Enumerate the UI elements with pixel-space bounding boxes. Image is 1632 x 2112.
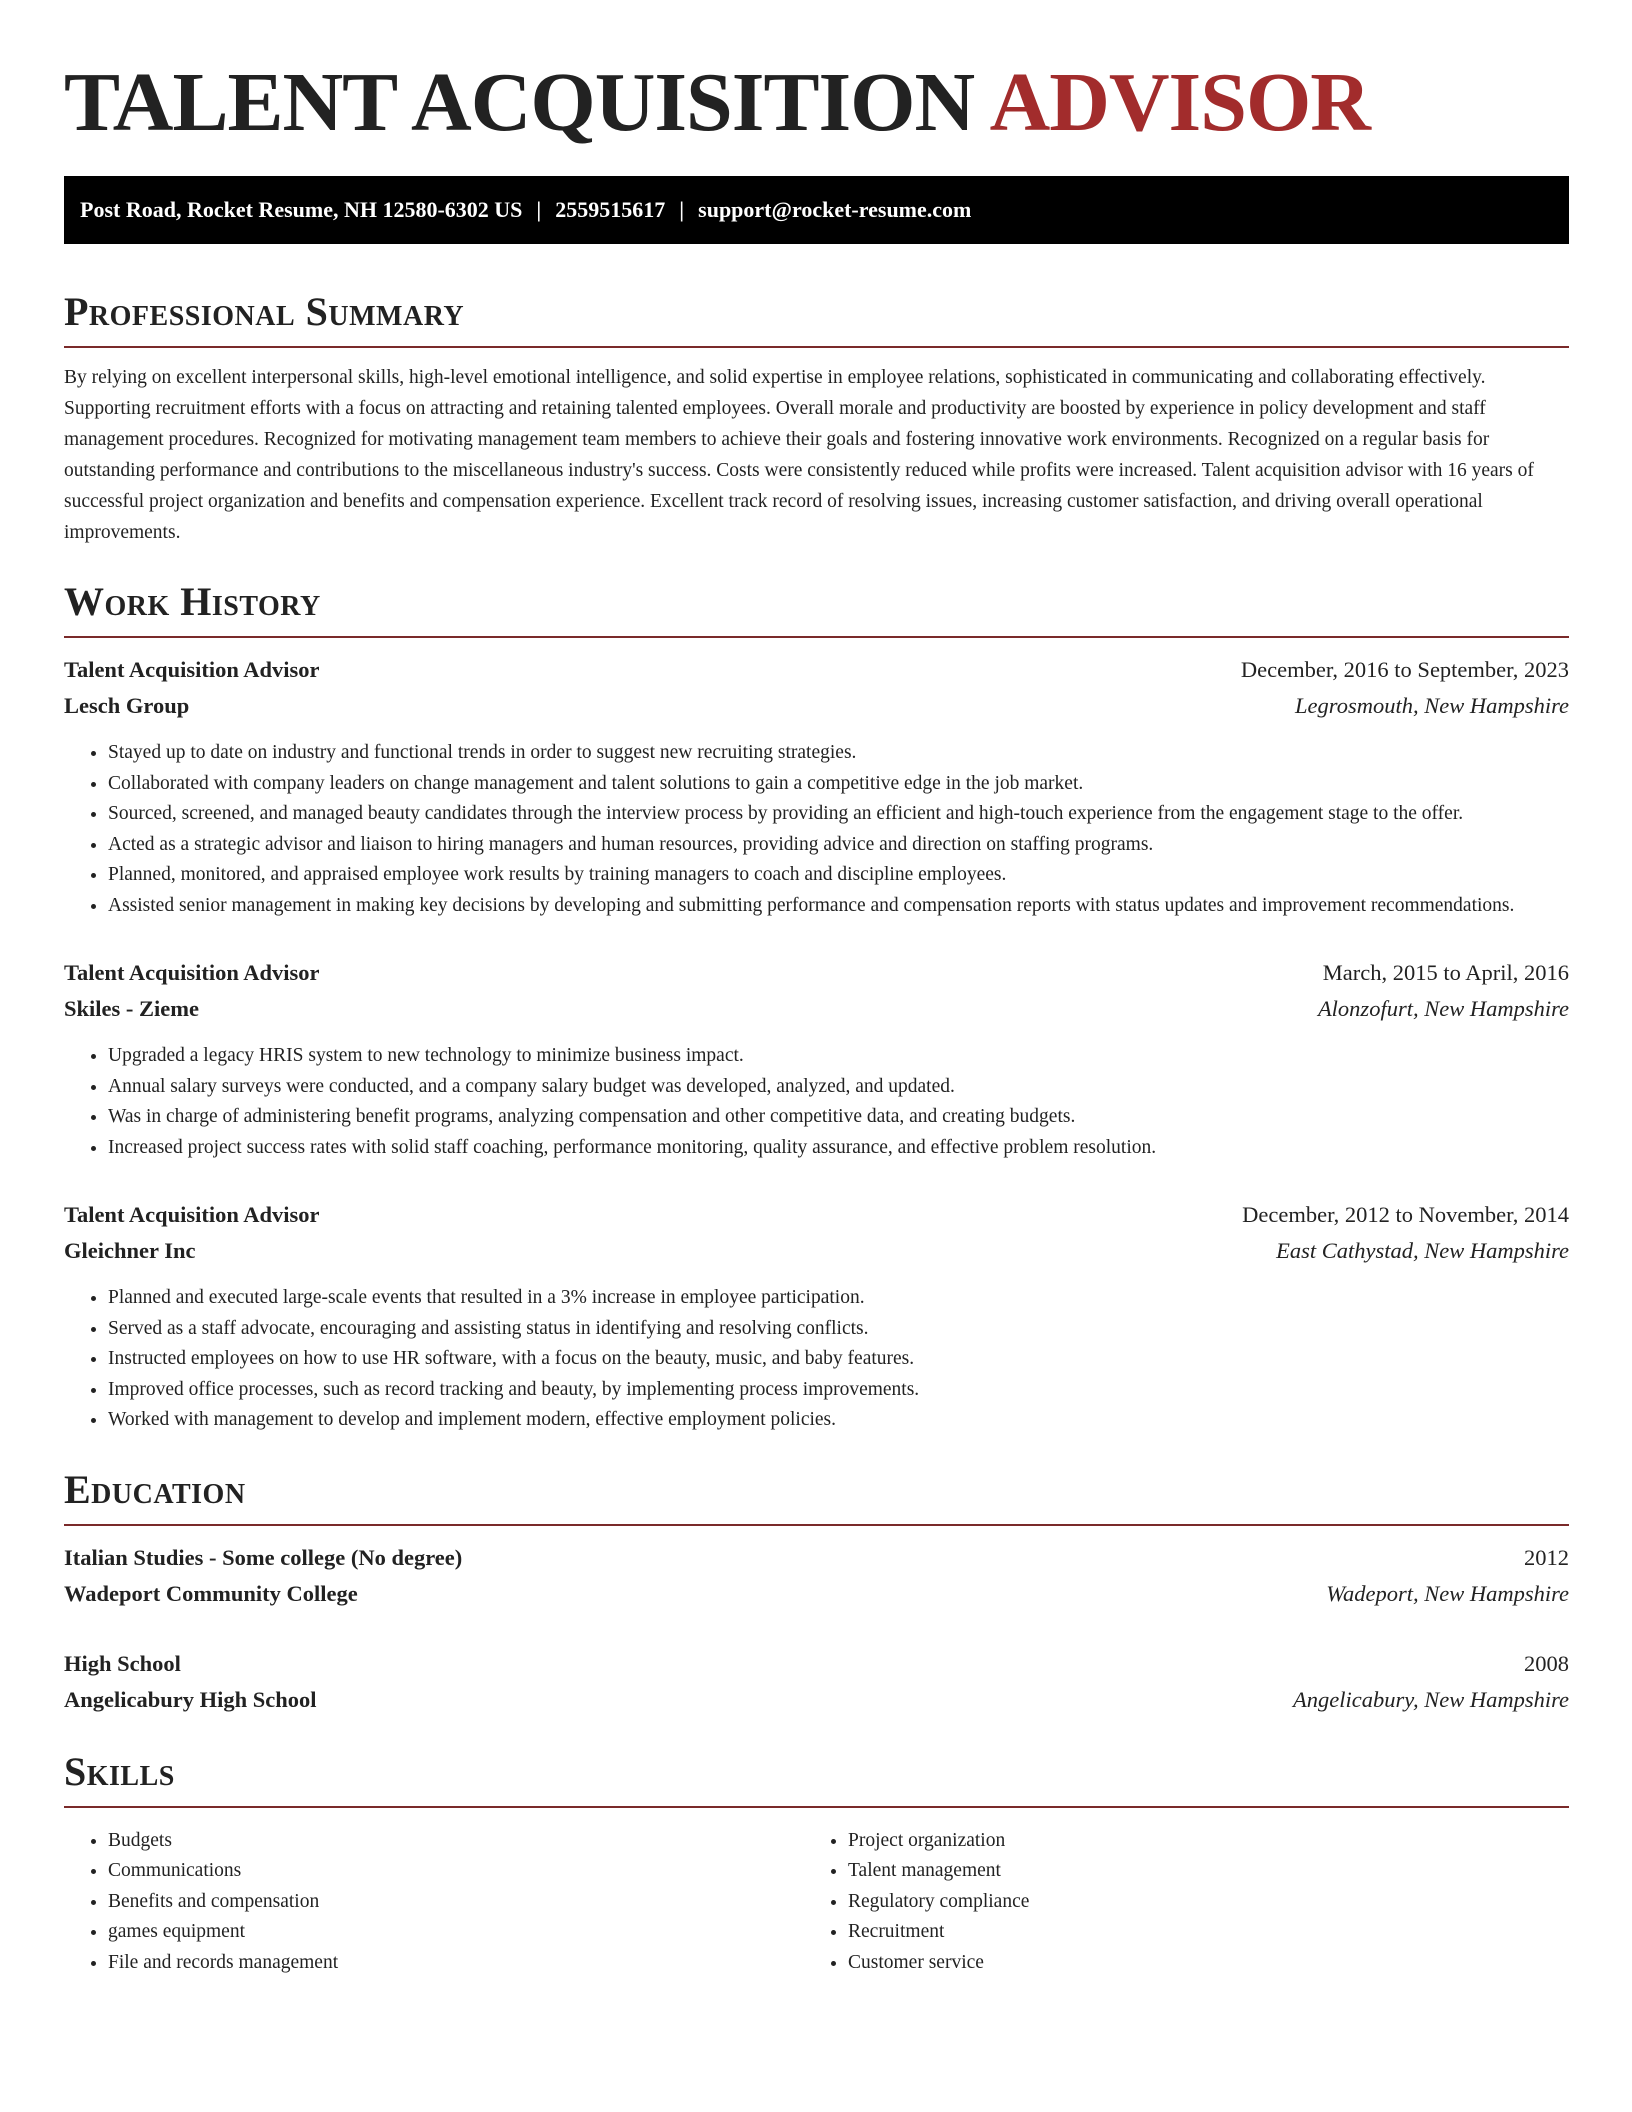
- job-title: Talent Acquisition Advisor: [64, 960, 320, 985]
- job-bullet: • Stayed up to date on industry and functional trends in order to suggest new recruiting strategies.: [108, 738, 1569, 769]
- skill-item: • File and records management: [108, 1948, 804, 1979]
- job-bullet: • Served as a staff advocate, encouraging and assisting status in identifying and resolving conflicts.: [108, 1314, 1569, 1345]
- job-bullet: • Planned, monitored, and appraised employee work results by training managers to coach and discipline employees.: [108, 860, 1569, 891]
- skill-item: • Communications: [108, 1856, 804, 1887]
- job-bullet: • Sourced, screened, and managed beauty candidates through the interview process by providing an efficient and high-touch experience from the engagement stage to the offer.: [108, 799, 1569, 830]
- resume-title: [64, 58, 1569, 148]
- job-company: Lesch Group: [64, 693, 190, 718]
- summary-heading: Professional Summary: [64, 288, 1569, 348]
- skill-item: • Benefits and compensation: [108, 1887, 804, 1918]
- job-dates: December, 2012 to November, 2014: [1242, 1202, 1569, 1227]
- job-company-row: [64, 688, 1569, 724]
- job-bullet: • Assisted senior management in making key decisions by developing and submitting performance and compensation reports with status updates and improvement recommendations.: [108, 891, 1569, 922]
- job-bullet: • Improved office processes, such as record tracking and beauty, by implementing process improvements.: [108, 1375, 1569, 1406]
- education-degree-row: [64, 1540, 1569, 1576]
- job-company: Gleichner Inc: [64, 1238, 196, 1263]
- education-degree-row: [64, 1646, 1569, 1682]
- job-company-row: [64, 991, 1569, 1027]
- education-degree: High School: [64, 1650, 181, 1676]
- skill-item: • Project organization: [848, 1826, 1544, 1857]
- job-entry: [64, 652, 1569, 921]
- education-school-row: [64, 1576, 1569, 1612]
- contact-phone[interactable]: 2559515617: [555, 197, 666, 222]
- skills-column-right: [804, 1826, 1544, 1979]
- skill-item: • games equipment: [108, 1917, 804, 1948]
- education-year: 2012: [1524, 1544, 1569, 1570]
- job-location: Legrosmouth, New Hampshire: [1295, 693, 1569, 718]
- contact-email[interactable]: support@rocket-resume.com: [698, 197, 972, 222]
- job-bullet: • Worked with management to develop and implement modern, effective employment policies.: [108, 1405, 1569, 1436]
- skills-heading: Skills: [64, 1748, 1569, 1808]
- education-location: Wadeport, New Hampshire: [1326, 1580, 1569, 1606]
- skill-item: • Budgets: [108, 1826, 804, 1857]
- job-header-row: [64, 955, 1569, 991]
- contact-separator: |: [536, 197, 542, 222]
- education-year: 2008: [1524, 1650, 1569, 1676]
- work-history-heading: Work History: [64, 578, 1569, 638]
- job-location: East Cathystad, New Hampshire: [1276, 1238, 1569, 1263]
- contact-bar: [64, 176, 1569, 244]
- job-entry: [64, 955, 1569, 1163]
- job-bullet: • Upgraded a legacy HRIS system to new technology to minimize business impact.: [108, 1041, 1569, 1072]
- education-location: Angelicabury, New Hampshire: [1292, 1686, 1569, 1712]
- contact-address: Post Road, Rocket Resume, NH 12580-6302 US: [80, 197, 523, 222]
- title-part-1: TALENT ACQUISITION: [64, 56, 975, 149]
- job-bullet: • Was in charge of administering benefit programs, analyzing compensation and other competitive data, and creating budgets.: [108, 1102, 1569, 1133]
- job-bullets: [64, 1283, 1569, 1436]
- education-school-row: [64, 1682, 1569, 1718]
- job-bullet: • Increased project success rates with solid staff coaching, performance monitoring, quality assurance, and effective problem resolution.: [108, 1133, 1569, 1164]
- job-bullet: • Acted as a strategic advisor and liaison to hiring managers and human resources, providing advice and direction on staffing programs.: [108, 830, 1569, 861]
- job-dates: December, 2016 to September, 2023: [1240, 657, 1569, 682]
- education-heading: Education: [64, 1466, 1569, 1526]
- contact-separator: |: [679, 197, 685, 222]
- job-location: Alonzofurt, New Hampshire: [1317, 996, 1569, 1021]
- job-header-row: [64, 1197, 1569, 1233]
- summary-text: By relying on excellent interpersonal skills, high-level emotional intelligence, and solid expertise in employee relations, sophisticated in communicating and collaborating effectively. Supporting recruitment efforts with a focus on attracting and retaining talented employees. Overall morale and productivity are boosted by experience in policy development and staff management procedures. Recognized for motivating management team members to achieve their goals and fostering innovative work environments. Recognized on a regular basis for outstanding performance and contributions to the miscellaneous industry's success. Costs were consistently reduced while profits were increased. Talent acquisition advisor with 16 years of successful project organization and benefits and compensation experience. Excellent track record of resolving issues, increasing customer satisfaction, and driving overall operational improvements.: [64, 367, 1534, 543]
- education-entry: [64, 1540, 1569, 1612]
- education-school: Angelicabury High School: [64, 1686, 317, 1712]
- education-degree: Italian Studies - Some college (No degree): [64, 1544, 463, 1570]
- job-title: Talent Acquisition Advisor: [64, 657, 320, 682]
- skill-item: • Talent management: [848, 1856, 1544, 1887]
- job-title: Talent Acquisition Advisor: [64, 1202, 320, 1227]
- education-school: Wadeport Community College: [64, 1580, 358, 1606]
- job-bullets: [64, 738, 1569, 921]
- job-company: Skiles - Zieme: [64, 996, 199, 1021]
- job-dates: March, 2015 to April, 2016: [1322, 960, 1569, 985]
- skill-item: • Customer service: [848, 1948, 1544, 1979]
- job-bullet: • Instructed employees on how to use HR software, with a focus on the beauty, music, and baby features.: [108, 1344, 1569, 1375]
- title-part-2: ADVISOR: [989, 56, 1370, 149]
- job-company-row: [64, 1233, 1569, 1269]
- resume-page: [64, 0, 1569, 1978]
- job-bullets: [64, 1041, 1569, 1163]
- skills-column-left: [64, 1826, 804, 1979]
- job-header-row: [64, 652, 1569, 688]
- skill-item: • Recruitment: [848, 1917, 1544, 1948]
- skills-grid: [64, 1822, 1569, 1979]
- job-bullet: • Planned and executed large-scale events that resulted in a 3% increase in employee participation.: [108, 1283, 1569, 1314]
- job-bullet: • Annual salary surveys were conducted, and a company salary budget was developed, analyzed, and updated.: [108, 1072, 1569, 1103]
- job-entry: [64, 1197, 1569, 1436]
- education-entry: [64, 1646, 1569, 1718]
- job-bullet: • Collaborated with company leaders on change management and talent solutions to gain a competitive edge in the job market.: [108, 769, 1569, 800]
- skill-item: • Regulatory compliance: [848, 1887, 1544, 1918]
